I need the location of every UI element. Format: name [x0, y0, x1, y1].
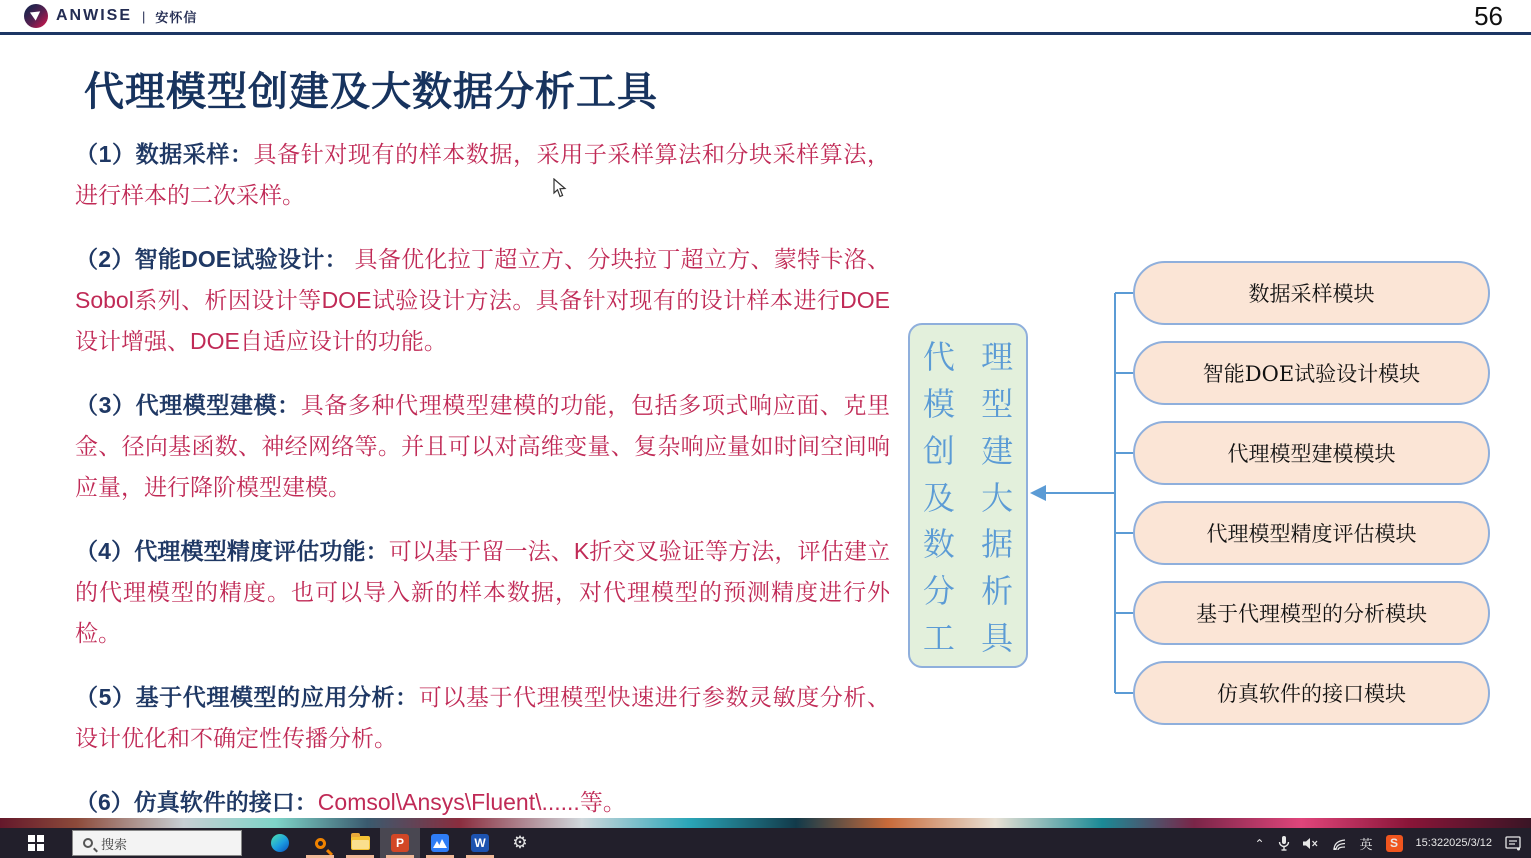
paragraph-1-body: 具备针对现有的样本数据，采用子采样算法和分块采样算法，进行样本的二次采样。 — [75, 141, 890, 208]
anwise-logo-icon — [24, 4, 48, 28]
paragraph-3 — [75, 385, 890, 508]
sogou-input-icon[interactable]: S — [1386, 835, 1403, 852]
paragraph-6 — [75, 782, 890, 823]
word-icon[interactable] — [460, 828, 500, 858]
paragraph-4-lead: （4）代理模型精度评估功能： — [75, 538, 389, 564]
settings-icon[interactable] — [500, 828, 540, 858]
center-topic-box — [908, 323, 1028, 668]
paragraph-1 — [75, 134, 890, 216]
page-number: 56 — [1474, 0, 1503, 31]
paragraph-5-body: 可以基于代理模型快速进行参数灵敏度分析、设计优化和不确定性传播分析。 — [75, 684, 891, 751]
windows-logo-icon — [28, 835, 44, 851]
logo-chinese-text: 安怀信 — [155, 9, 198, 25]
logo-separator: | — [142, 8, 146, 24]
file-explorer-icon[interactable] — [340, 828, 380, 858]
center-box-line: 数 据 — [922, 525, 1014, 564]
tray-expand-chevron-icon[interactable]: ⌃ — [1254, 837, 1265, 851]
slide-title: 代理模型创建及大数据分析工具 — [84, 70, 658, 114]
powerpoint-icon[interactable] — [380, 828, 420, 858]
mountains-icon — [431, 834, 449, 852]
module-pill-model-analysis: 基于代理模型的分析模块 — [1133, 581, 1490, 645]
word-logo-icon: W — [471, 834, 489, 852]
search-icon — [83, 838, 93, 848]
paragraph-2-body: 具备优化拉丁超立方、分块拉丁超立方、蒙特卡洛、Sobol系列、析因设计等DOE试验设计方法。具备针对现有的设计样本进行DOE设计增强、DOE自适应设计的功能。 — [75, 246, 890, 354]
taskbar-app-icons — [260, 828, 540, 858]
speaker-muted-icon[interactable] — [1303, 837, 1319, 850]
paragraph-6-lead: （6）仿真软件的接口： — [75, 789, 318, 815]
start-button[interactable] — [0, 828, 72, 858]
center-box-line: 工 具 — [922, 619, 1014, 658]
paragraph-4 — [75, 531, 890, 654]
module-pill-accuracy-evaluation: 代理模型精度评估模块 — [1133, 501, 1490, 565]
magnifier-icon — [315, 838, 326, 849]
paragraph-6-body: Comsol\Ansys\Fluent\......等。 — [317, 789, 626, 815]
desktop-wallpaper-strip — [0, 818, 1531, 828]
paragraph-1-lead: （1）数据采样： — [75, 141, 254, 167]
windows-taskbar — [0, 828, 1531, 858]
folder-icon — [351, 836, 370, 850]
clock-time: 15:32 — [1415, 836, 1444, 849]
paragraph-2 — [75, 239, 890, 362]
edge-browser-icon[interactable] — [260, 828, 300, 858]
module-pill-surrogate-modeling: 代理模型建模模块 — [1133, 421, 1490, 485]
ime-language-indicator[interactable]: 英 — [1359, 836, 1373, 852]
microphone-icon[interactable] — [1278, 836, 1290, 851]
mouse-cursor — [553, 178, 567, 198]
gear-icon: ⚙ — [512, 833, 528, 852]
slide-area — [0, 38, 1531, 818]
search-app-icon[interactable] — [300, 828, 340, 858]
center-box-line: 及 大 — [922, 478, 1014, 517]
module-diagram — [900, 210, 1531, 750]
slide-content — [75, 134, 890, 846]
logo-text: ANWISE — [56, 7, 132, 24]
center-box-line: 代 理 — [922, 337, 1014, 376]
paragraph-5-lead: （5）基于代理模型的应用分析： — [75, 684, 419, 710]
module-pill-doe-design: 智能DOE试验设计模块 — [1133, 341, 1490, 405]
center-box-line: 创 建 — [922, 431, 1014, 470]
edge-icon — [271, 834, 289, 852]
center-box-line: 分 析 — [922, 572, 1014, 611]
slide-header — [0, 0, 1531, 35]
paragraph-2-lead: （2）智能DOE试验设计： — [75, 246, 348, 272]
paragraph-4-body: 可以基于留一法、K折交叉验证等方法，评估建立的代理模型的精度。也可以导入新的样本数据，对代理模型的预测精度进行外检。 — [75, 538, 891, 646]
meeting-app-icon[interactable] — [420, 828, 460, 858]
powerpoint-logo-icon: P — [391, 834, 409, 852]
search-placeholder: 搜索 — [101, 836, 128, 852]
center-box-line: 模 型 — [922, 384, 1014, 423]
paragraph-3-lead: （3）代理模型建模： — [75, 392, 301, 418]
paragraph-5 — [75, 677, 890, 759]
arrowhead — [1030, 485, 1046, 501]
paragraph-3-body: 具备多种代理模型建模的功能，包括多项式响应面、克里金、径向基函数、神经网络等。并且可以对高维变量、复杂响应量如时间空间响应量，进行降阶模型建模。 — [75, 392, 890, 500]
network-signal-icon[interactable] — [1332, 837, 1347, 850]
taskbar-search-input[interactable] — [72, 830, 242, 856]
anwise-logo — [24, 4, 197, 28]
clock-date: 2025/3/12 — [1443, 836, 1492, 849]
taskbar-clock[interactable] — [1416, 837, 1492, 850]
system-tray — [1254, 828, 1531, 858]
module-pill-data-sampling: 数据采样模块 — [1133, 261, 1490, 325]
module-pill-software-interface: 仿真软件的接口模块 — [1133, 661, 1490, 725]
action-center-icon[interactable] — [1505, 836, 1521, 851]
